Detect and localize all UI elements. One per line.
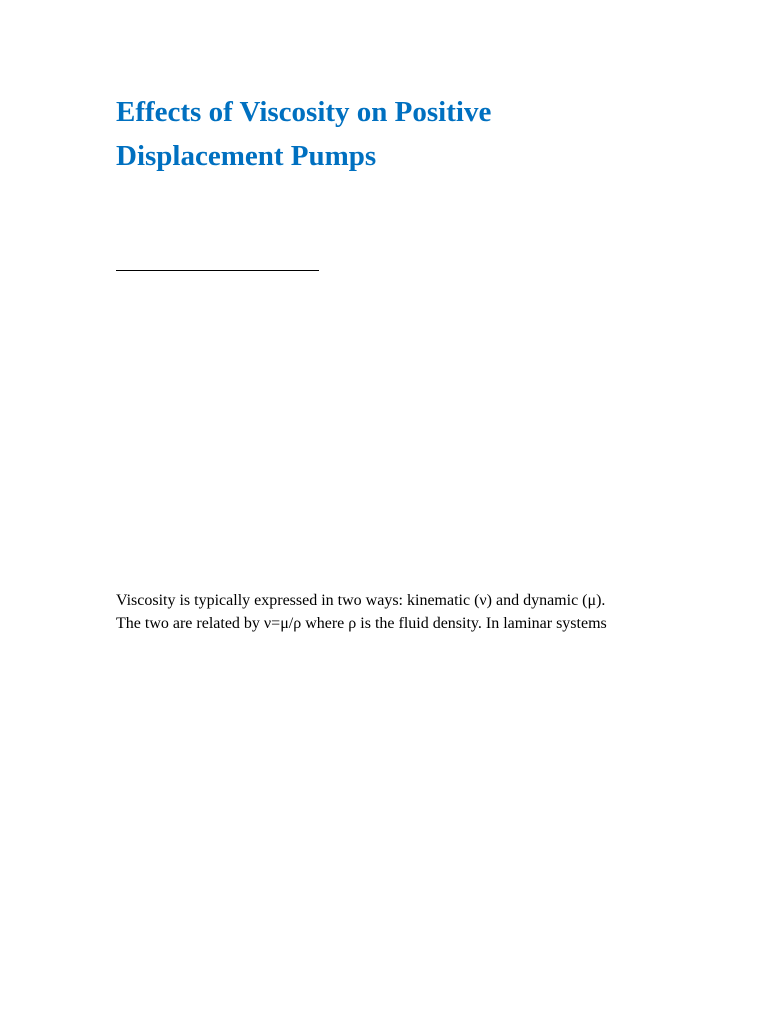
body-paragraph bbox=[116, 589, 716, 635]
body-line-1: Viscosity is typically expressed in two ways: kinematic (ν) and dynamic (μ). bbox=[116, 592, 606, 609]
document-title bbox=[116, 90, 676, 178]
title-line-2: Displacement Pumps bbox=[116, 140, 377, 172]
title-line-1: Effects of Viscosity on Positive bbox=[116, 96, 492, 128]
body-line-2: The two are related by ν=μ/ρ where ρ is the fluid density. In laminar systems bbox=[116, 615, 607, 632]
horizontal-rule bbox=[116, 270, 319, 271]
